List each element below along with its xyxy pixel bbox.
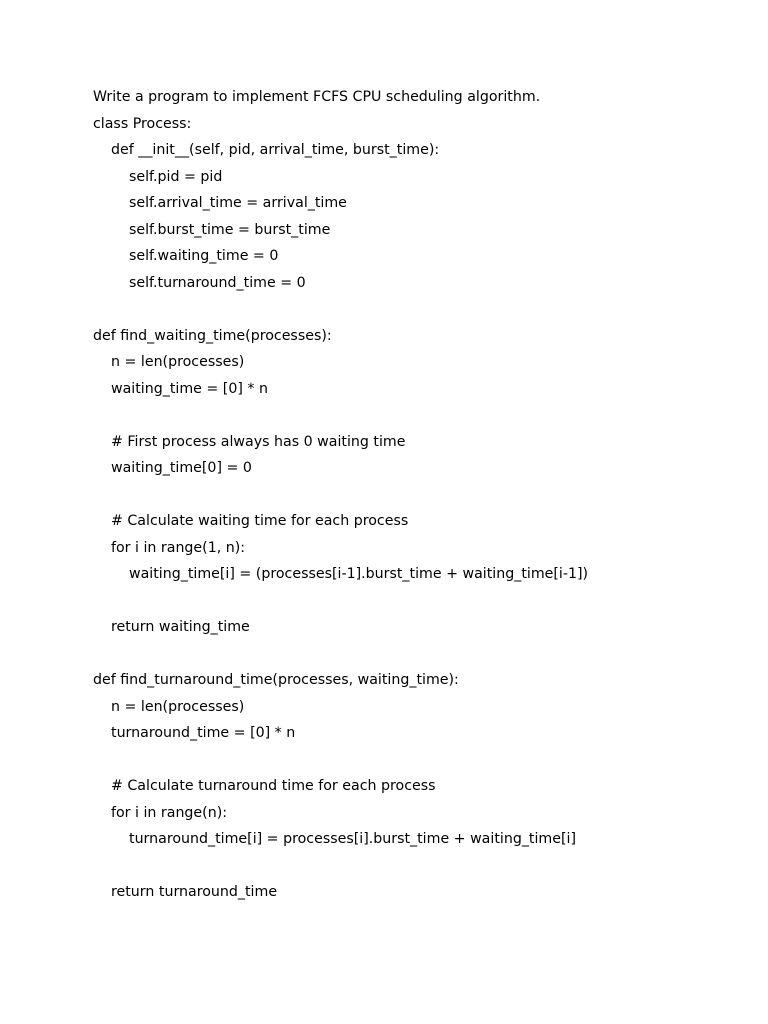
code-line: return turnaround_time [111, 884, 278, 900]
code-line: self.pid = pid [129, 168, 223, 185]
code-line: self.arrival_time = arrival_time [129, 195, 347, 211]
code-line: def __init__(self, pid, arrival_time, burst_time): [111, 142, 440, 158]
code-line: self.burst_time = burst_time [129, 221, 331, 238]
code-line: # Calculate waiting time for each process [111, 513, 409, 529]
blank-line [93, 482, 733, 509]
blank-line [93, 402, 733, 429]
code-line: # First process always has 0 waiting time [111, 433, 406, 450]
code-line: # Calculate turnaround time for each process [111, 778, 436, 794]
document-content [93, 84, 733, 906]
code-line: turnaround_time[i] = processes[i].burst_time + waiting_time[i] [129, 831, 576, 847]
document-heading: Write a program to implement FCFS CPU scheduling algorithm. [93, 89, 541, 105]
blank-line [93, 853, 733, 880]
code-line: turnaround_time = [0] * n [111, 725, 296, 741]
blank-line [93, 296, 733, 323]
code-line: self.waiting_time = 0 [129, 248, 279, 264]
code-line: def find_waiting_time(processes): [93, 327, 332, 344]
code-line: class Process: [93, 115, 192, 132]
blank-line [93, 588, 733, 615]
code-line: waiting_time[0] = 0 [111, 460, 252, 476]
code-line: waiting_time[i] = (processes[i-1].burst_time + waiting_time[i-1]) [129, 566, 589, 582]
code-line: return waiting_time [111, 619, 250, 635]
blank-line [93, 641, 733, 668]
code-line: waiting_time = [0] * n [111, 380, 268, 397]
blank-line [93, 747, 733, 774]
code-line: def find_turnaround_time(processes, waiting_time): [93, 672, 459, 688]
code-line: for i in range(1, n): [111, 539, 246, 556]
code-line: for i in range(n): [111, 804, 228, 821]
code-block [93, 111, 733, 906]
code-line: n = len(processes) [111, 698, 245, 715]
code-line: self.turnaround_time = 0 [129, 274, 306, 291]
code-line: n = len(processes) [111, 354, 245, 370]
